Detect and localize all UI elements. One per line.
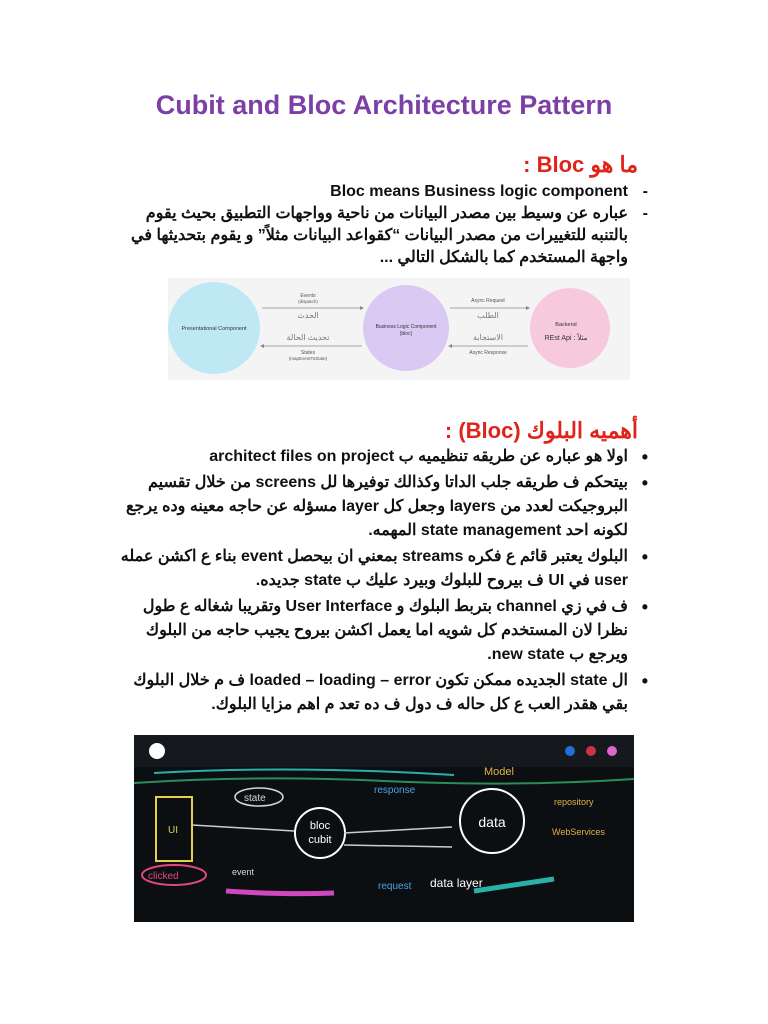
svg-text:bloc: bloc <box>309 820 331 832</box>
svg-text:Events: Events <box>300 293 316 299</box>
list-item: - عباره عن وسيط بين مصدر البيانات من ناحية وواجهات التطبيق بحيث يقوم بالتنبه للتغييرات من مصدر البيانات “كقواعد البيانات مثلاً” و يقوم بتحديثها في واجهة المستخدم كما بالشكل التالي ... <box>108 203 628 269</box>
svg-text:state: state <box>244 793 266 804</box>
svg-text:Model: Model <box>484 766 514 778</box>
heading-en: Bloc <box>536 152 585 177</box>
heading-colon: : <box>523 152 531 177</box>
svg-text:cubit: cubit <box>308 834 332 846</box>
svg-text:clicked: clicked <box>148 871 179 882</box>
bloc-flow-diagram <box>168 278 630 380</box>
svg-text:Async Response: Async Response <box>469 350 507 356</box>
right-node-sub: REst Api : مثلاً <box>544 335 588 342</box>
svg-text:data: data <box>478 814 506 830</box>
back-icon <box>149 743 165 759</box>
heading-colon: : <box>444 418 453 443</box>
middle-node-label: Business Logic Component <box>375 324 437 330</box>
list-item: - Bloc means Business logic component <box>108 181 628 203</box>
svg-text:States: States <box>300 350 316 356</box>
right-node-label: Backend <box>555 322 577 328</box>
list-item: • البلوك يعتبر قائم ع فكره streams بمعني ان بيحصل event بناء ع اكشن عمله user في UI ف بيروح للبلوك وبيرد عليك ب state جديده. <box>108 545 628 593</box>
svg-text:(mapEventToState): (mapEventToState) <box>288 356 328 361</box>
heading-en: (Bloc) <box>458 418 521 443</box>
heading-ar: ما هو <box>590 152 638 177</box>
section-what-is-bloc-heading <box>523 152 638 178</box>
svg-text:تحديث الحالة: تحديث الحالة <box>286 333 330 342</box>
list-item: • ف في زي channel بتربط البلوك و User Interface وتقريبا شغاله ع طول نظرا لان المستخدم كل شويه اما يعمل اكشن بيروح يجيب حاجه من البلوك ويرجع ب new state. <box>108 595 628 667</box>
svg-text:Async Request: Async Request <box>471 298 505 304</box>
svg-text:UI: UI <box>168 825 178 836</box>
left-node-label: Presentational Component <box>181 326 247 332</box>
importance-list <box>108 445 628 719</box>
whiteboard-photo <box>134 735 634 922</box>
section-importance-heading <box>445 418 638 444</box>
svg-text:الاستجابة: الاستجابة <box>472 333 504 342</box>
svg-text:request: request <box>378 881 412 892</box>
heading-ar: أهميه البلوك <box>526 418 638 443</box>
what-is-bloc-list <box>108 181 628 269</box>
list-item: • اولا هو عباره عن طريقه تنظيميه ب architect files on project <box>108 445 628 469</box>
svg-text:response: response <box>374 785 416 796</box>
list-item: • بيتحكم ف طريقه جلب الداتا وكذالك توفيرها لل screens من خلال تقسيم البروجيكت لعدد من layers وجعل كل layer مسؤله عن حاجه معينه وده يرجع لكونه احد state management المهمه. <box>108 471 628 543</box>
svg-text:(dispatch): (dispatch) <box>298 299 318 304</box>
svg-text:data layer: data layer <box>430 876 483 890</box>
svg-text:repository: repository <box>554 797 594 807</box>
backend-node <box>530 288 610 368</box>
page-title: Cubit and Bloc Architecture Pattern <box>155 90 613 120</box>
list-item: • ال state الجديده ممكن تكون loaded – loading – error ف م خلال البلوك بقي هقدر العب ع كل حاله ف دول ف ده تعد م اهم مزايا البلوك. <box>108 669 628 717</box>
svg-text:الحدث: الحدث <box>297 311 319 320</box>
svg-text:WebServices: WebServices <box>552 827 605 837</box>
svg-text:event: event <box>232 867 255 877</box>
svg-text:الطلب: الطلب <box>477 311 499 320</box>
middle-node-sub: (bloc) <box>399 331 413 337</box>
